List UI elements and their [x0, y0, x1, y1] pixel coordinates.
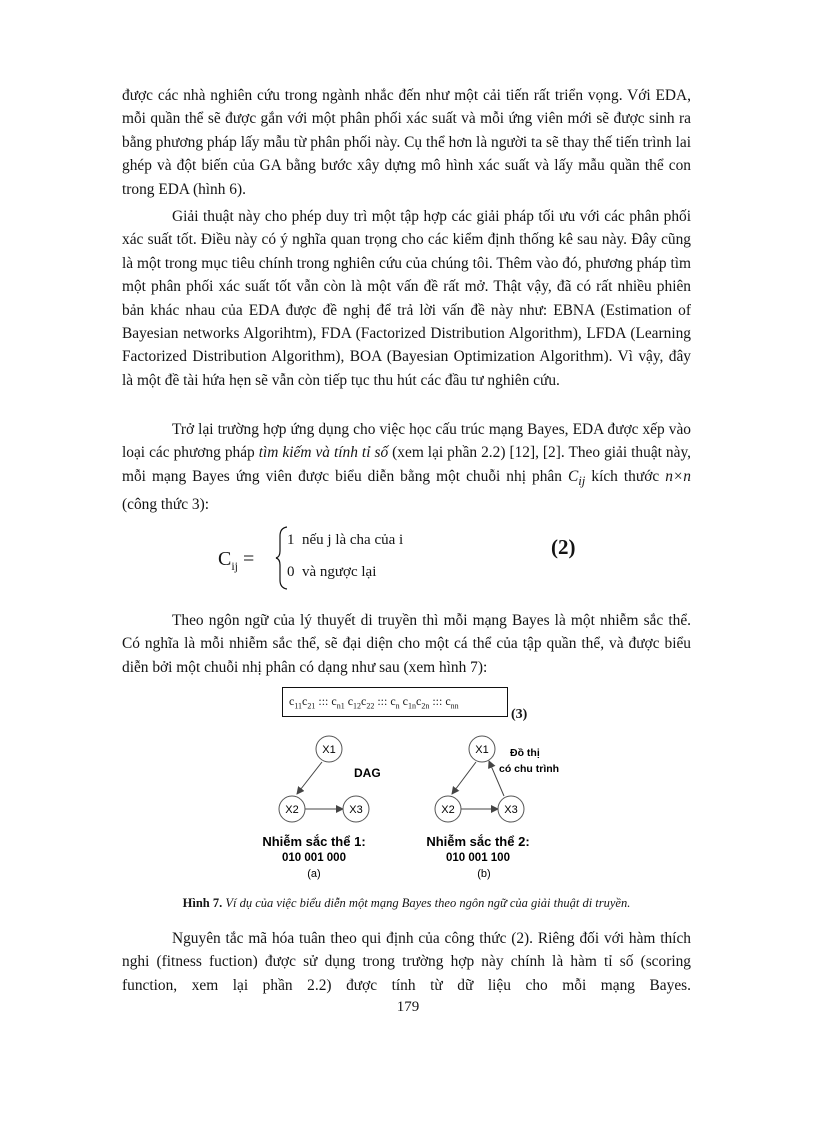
dag-label: DAG	[354, 766, 381, 780]
paragraph-3-part-b: (xem lại phần 2.2) [12], [2]. Theo giải thuật này, mỗi mạng Bayes ứng viên được biểu diễn bằng một chuỗi nhị phân	[122, 444, 691, 485]
figure-7-diagram	[260, 732, 560, 892]
chromosome-sequence	[289, 694, 459, 710]
paragraph-4: Theo ngôn ngữ của lý thuyết di truyền thì mỗi mạng Bayes là một nhiễm sắc thể. Có nghĩa là mỗi nhiễm sắc thể, sẽ đại diện cho một cá thể của tập quần thể, và được biểu diễn bởi một chuỗi nhị phân có dạng như sau (xem hình 7):	[122, 612, 691, 676]
matrix-size: n×n	[665, 467, 691, 485]
formula-lhs-subscript: ij	[231, 559, 239, 573]
node-x1-b-label: X1	[475, 744, 489, 756]
seq-sub: n	[395, 701, 400, 711]
paragraph-3-emphasis: tìm kiếm và tính tỉ số	[258, 444, 389, 462]
node-x3-b-label: X3	[504, 804, 518, 816]
edge-x1-x2	[297, 762, 322, 794]
sequence-number: (3)	[511, 707, 528, 722]
edge-x1-x2-b	[452, 762, 476, 794]
graph-a	[262, 736, 380, 880]
variable-c: C	[567, 467, 579, 485]
paragraph-3	[122, 418, 691, 517]
figure-7-svg	[260, 732, 560, 892]
caption-text: Ví dụ của việc biểu diễn một mạng Bayes theo ngôn ngữ của giải thuật di truyền.	[222, 896, 631, 910]
case-2-value: 0	[287, 564, 295, 580]
seq-term: c	[289, 694, 295, 708]
node-x2-b-label: X2	[441, 804, 455, 816]
seq-term: c	[399, 694, 408, 708]
subfigure-a-label: (a)	[307, 868, 321, 880]
node-x1-label: X1	[322, 744, 336, 756]
caption-label: Hình 7.	[182, 896, 223, 910]
paragraph-3-part-c: kích thước	[585, 467, 666, 485]
paragraph-5: Nguyên tắc mã hóa tuân theo qui định của công thức (2). Riêng đối với hàm thích nghi (fitness fuction) được sử dụng trong trường hợp này chính là hàm tỉ số (scoring function, xem lại phần 2.2) được tính từ dữ liệu cho mỗi mạng Bayes.	[122, 930, 691, 994]
chromosome-1-code: 010 001 000	[282, 852, 346, 864]
seq-term: c	[344, 694, 354, 708]
page-number: 179	[396, 999, 420, 1015]
seq-sub: 1n	[408, 701, 416, 711]
figure-7-caption	[122, 896, 691, 911]
seq-sub: 2n	[421, 701, 430, 711]
seq-sub: n1	[336, 701, 345, 711]
paragraph-3-part-d: (công thức 3):	[122, 496, 209, 514]
formula-case-2	[287, 564, 376, 581]
seq-term: c	[361, 694, 367, 708]
node-x2-label: X2	[285, 804, 299, 816]
graph-b	[426, 736, 559, 880]
seq-term: c	[302, 694, 308, 708]
paragraph-1: được các nhà nghiên cứu trong ngành nhắc đến như một cải tiến rất triển vọng. Với EDA, mỗi quần thể sẽ được gắn với một phân phối xác suất và mỗi ứng viên mới sẽ được sinh ra bằng phương pháp lấy mẫu từ phân phối này. Cụ thể hơn là người ta sẽ thay thế tiến trình lai ghép và đột biến của GA bằng bước xây dựng mô hình xác suất và lấy mẫu quần thể con trong EDA (hình 6).	[122, 87, 691, 198]
formula-number: (2)	[551, 535, 576, 559]
seq-sub: 12	[353, 701, 362, 711]
chromosome-sequence-box	[282, 687, 508, 717]
formula-lhs	[218, 548, 254, 574]
variable-c-subscript: ij	[578, 473, 586, 488]
case-1-value: 1	[287, 532, 295, 548]
formula-case-1	[287, 532, 403, 549]
chromosome-1-title: Nhiễm sắc thể 1:	[262, 834, 366, 849]
seq-sub: nn	[450, 701, 459, 711]
cyclic-label-line-1: Đồ thị	[510, 747, 540, 759]
seq-sub: 11	[294, 701, 303, 711]
cyclic-label-line-2: có chu trình	[499, 763, 560, 775]
subfigure-b-label: (b)	[477, 868, 491, 880]
paragraph-3-part-a: Trở lại trường hợp ứng dụng cho việc học cấu trúc mạng Bayes, EDA được xếp vào loại các phương pháp	[122, 421, 691, 462]
node-x3-label: X3	[349, 804, 363, 816]
formula-lhs-var: C	[218, 548, 232, 570]
seq-sub: 22	[366, 701, 375, 711]
seq-term: ::: c	[429, 694, 451, 708]
case-2-condition: và ngược lại	[302, 564, 377, 580]
chromosome-2-code: 010 001 100	[446, 852, 510, 864]
chromosome-2-title: Nhiễm sắc thể 2:	[426, 834, 530, 849]
seq-sub: 21	[307, 701, 316, 711]
formula-equals: =	[238, 548, 255, 570]
case-1-condition: nếu j là cha của i	[302, 532, 404, 548]
paragraph-2: Giải thuật này cho phép duy trì một tập hợp các giải pháp tối ưu với các phân phối xác suất tốt. Điều này có ý nghĩa quan trọng cho các kiểm định thống kê sau này. Đây cũng là một trong mục tiêu chính trong nghiên cứu của chúng tôi. Thêm vào đó, phương pháp tìm một phân phối xác suất tốt vẫn còn là một vấn đề rất mở. Thật vậy, đã có rất nhiều phiên bản khác nhau của EDA được đề nghị để trả lời vấn đề này như: EBNA (Estimation of Bayesian networks Algorihtm), FDA (Factorized Distribution Algorithm), LFDA (Learning Factorized Distribution Algorithm), BOA (Bayesian Optimization Algorithm). Vì vậy, đây là một đề tài hứa hẹn sẽ vẫn còn tiếp tục thu hút các đầu tư nghiên cứu.	[122, 208, 691, 389]
seq-term: ::: c	[315, 694, 337, 708]
formula-2	[215, 526, 585, 592]
seq-term: ::: c	[374, 694, 396, 708]
seq-term: c	[416, 694, 422, 708]
